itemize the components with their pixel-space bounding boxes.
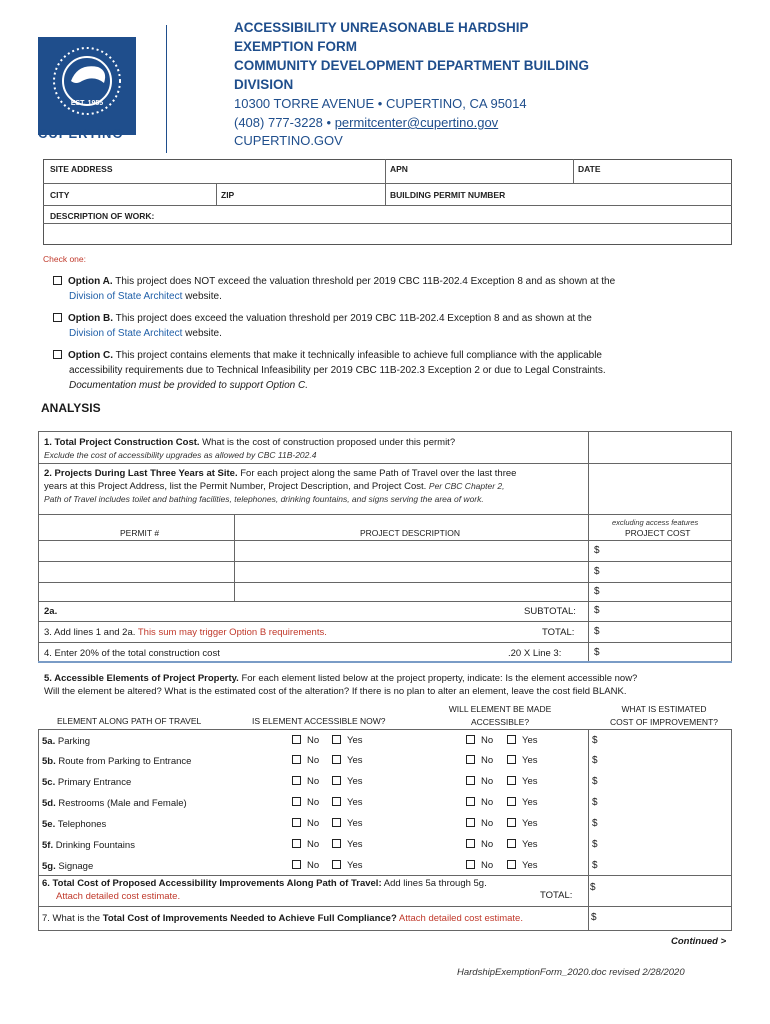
q7-text: 7. What is the Total Cost of Improvements Needed to Achieve Full Compliance? Attach detailed cost estimate. [42,913,523,924]
accessible-no[interactable]: No [292,818,319,829]
check-one-label: Check one: [43,254,86,264]
q4-field[interactable]: $ [594,647,600,658]
made-accessible-yes[interactable]: Yes [507,755,538,766]
q2-text: 2. Projects During Last Three Years at Site. For each project along the same Path of Travel over the last three years at this Project Address, list the Permit Number, Project Description, and Project Cost. Per CBC Chapter 2, Path of Travel includes toilet and bathing facilities, telephones, drinking fountains, and signs serving the area of work. [44,468,517,504]
q3-text: 3. Add lines 1 and 2a. This sum may trigger Option B requirements. [44,627,327,638]
element-name: 5a. Parking [42,736,91,747]
apn-field[interactable]: APN [390,164,408,174]
col-accessible-now: IS ELEMENT ACCESSIBLE NOW? [252,716,386,726]
office-address: 10300 TORRE AVENUE • CUPERTINO, CA 95014 [234,96,527,111]
q4-calc: .20 X Line 3: [508,648,562,659]
cost-field-3[interactable]: $ [594,586,600,597]
made-accessible-yes[interactable]: Yes [507,860,538,871]
accessible-no[interactable]: No [292,797,319,808]
accessible-no[interactable]: No [292,735,319,746]
made-accessible-yes[interactable]: Yes [507,735,538,746]
site-address-field[interactable]: SITE ADDRESS [50,164,113,174]
made-accessible-no[interactable]: No [466,839,493,850]
option-c: Option C. This project contains elements that make it technically infeasible to achieve full compliance with the applicable accessibility requirements due to Technical Infeasibility per 2019 CBC 11B-202.3 Exception 2 or due to Legal Constraints. Documentation must be provided to support Option C. [53,348,713,393]
total-field-6[interactable]: $ [590,882,596,893]
dsa-link-b[interactable]: Division of State Architect [69,328,183,339]
form-title: ACCESSIBILITY UNREASONABLE HARDSHIP EXEMPTION FORM COMMUNITY DEVELOPMENT DEPARTMENT BUILDING DIVISION [234,20,590,92]
option-b-checkbox[interactable] [53,313,62,322]
made-accessible-no[interactable]: No [466,755,493,766]
col-element: ELEMENT ALONG PATH OF TRAVEL [57,716,202,726]
total-label-3: TOTAL: [542,627,575,638]
element-name: 5f. Drinking Fountains [42,840,135,851]
info-grid [43,159,732,245]
accessible-yes[interactable]: Yes [332,818,363,829]
improvement-cost-field[interactable]: $ [592,735,598,746]
made-accessible-yes[interactable]: Yes [507,797,538,808]
date-field[interactable]: DATE [578,164,601,174]
made-accessible-yes[interactable]: Yes [507,776,538,787]
q6-text: 6. Total Cost of Proposed Accessibility Improvements Along Path of Travel: Add lines 5a through 5g. Attach detailed cost estimate. [42,878,487,902]
accessible-yes[interactable]: Yes [332,797,363,808]
col-permit: PERMIT # [120,528,160,538]
option-a-checkbox[interactable] [53,276,62,285]
element-name: 5b. Route from Parking to Entrance [42,756,192,767]
city-logo [38,37,136,135]
improvement-cost-field[interactable]: $ [592,776,598,787]
building-permit-field[interactable]: BUILDING PERMIT NUMBER [390,190,506,200]
subtotal-label: SUBTOTAL: [524,606,576,617]
continued-label: Continued > [671,936,727,947]
col-will-be-made: WILL ELEMENT BE MADE ACCESSIBLE? [448,704,552,727]
made-accessible-no[interactable]: No [466,860,493,871]
logo-wordmark: CUPERTINO [38,126,124,141]
website-text: CUPERTINO.GOV [234,133,343,148]
element-name: 5e. Telephones [42,819,107,830]
total-field-3[interactable]: $ [594,626,600,637]
improvement-cost-field[interactable]: $ [592,839,598,850]
footer-revision: HardshipExemptionForm_2020.doc revised 2/28/2020 [457,967,685,978]
cost-field-2[interactable]: $ [594,566,600,577]
col-estimated-cost: WHAT IS ESTIMATED COST OF IMPROVEMENT? [610,704,718,727]
option-c-checkbox[interactable] [53,350,62,359]
email-link[interactable]: permitcenter@cupertino.gov [334,115,499,130]
accessible-yes[interactable]: Yes [332,735,363,746]
accessible-no[interactable]: No [292,776,319,787]
subtotal-field[interactable]: $ [594,605,600,616]
accessible-yes[interactable]: Yes [332,860,363,871]
contact-line: (408) 777-3228 • permitcenter@cupertino.gov [234,115,499,130]
col-cost-note: excluding access features [612,518,699,527]
improvement-cost-field[interactable]: $ [592,818,598,829]
zip-field[interactable]: ZIP [221,190,235,200]
q5-text: 5. Accessible Elements of Project Property. For each element listed below at the project property, indicate: Is the element accessible now? Will the element be altered? What is the estimated cost of the alteration? If there is no plan to alter an element, leave the cost field BLANK. [44,673,638,697]
made-accessible-yes[interactable]: Yes [507,839,538,850]
header-divider [166,25,167,153]
accessible-yes[interactable]: Yes [332,839,363,850]
total-label-6: TOTAL: [540,890,573,901]
option-a: Option A. This project does NOT exceed the valuation threshold per 2019 CBC 11B-202.4 Exception 8 and as shown at the Division of State Architect website. [53,274,713,304]
option-b: Option B. This project does exceed the valuation threshold per 2019 CBC 11B-202.4 Exception 8 and as shown at the Division of State Architect website. [53,311,713,341]
element-name: 5c. Primary Entrance [42,777,132,788]
accessible-no[interactable]: No [292,839,319,850]
improvement-cost-field[interactable]: $ [592,797,598,808]
made-accessible-no[interactable]: No [466,818,493,829]
section-divider [38,661,732,663]
improvement-cost-field[interactable]: $ [592,860,598,871]
accessible-no[interactable]: No [292,860,319,871]
cost-field-1[interactable]: $ [594,545,600,556]
dsa-link-a[interactable]: Division of State Architect [69,291,183,302]
made-accessible-yes[interactable]: Yes [507,818,538,829]
element-name: 5d. Restrooms (Male and Female) [42,798,187,809]
q4-text: 4. Enter 20% of the total construction cost [44,648,220,659]
col-project-cost: PROJECT COST [625,528,691,538]
q7-field[interactable]: $ [591,912,597,923]
city-field[interactable]: CITY [50,190,70,200]
accessible-yes[interactable]: Yes [332,755,363,766]
accessible-no[interactable]: No [292,755,319,766]
q2a-label: 2a. [44,606,58,617]
improvement-cost-field[interactable]: $ [592,755,598,766]
analysis-heading: ANALYSIS [41,401,101,415]
made-accessible-no[interactable]: No [466,776,493,787]
element-name: 5g. Signage [42,861,94,872]
svg-text:EST. 1955: EST. 1955 [70,100,104,107]
accessible-yes[interactable]: Yes [332,776,363,787]
description-field[interactable]: DESCRIPTION OF WORK: [50,211,155,221]
col-project-description: PROJECT DESCRIPTION [360,528,460,538]
q1-text: 1. Total Project Construction Cost. What is the cost of construction proposed under this permit? Exclude the cost of accessibility upgrades as allowed by CBC 11B-202.4 [44,437,456,460]
made-accessible-no[interactable]: No [466,735,493,746]
made-accessible-no[interactable]: No [466,797,493,808]
